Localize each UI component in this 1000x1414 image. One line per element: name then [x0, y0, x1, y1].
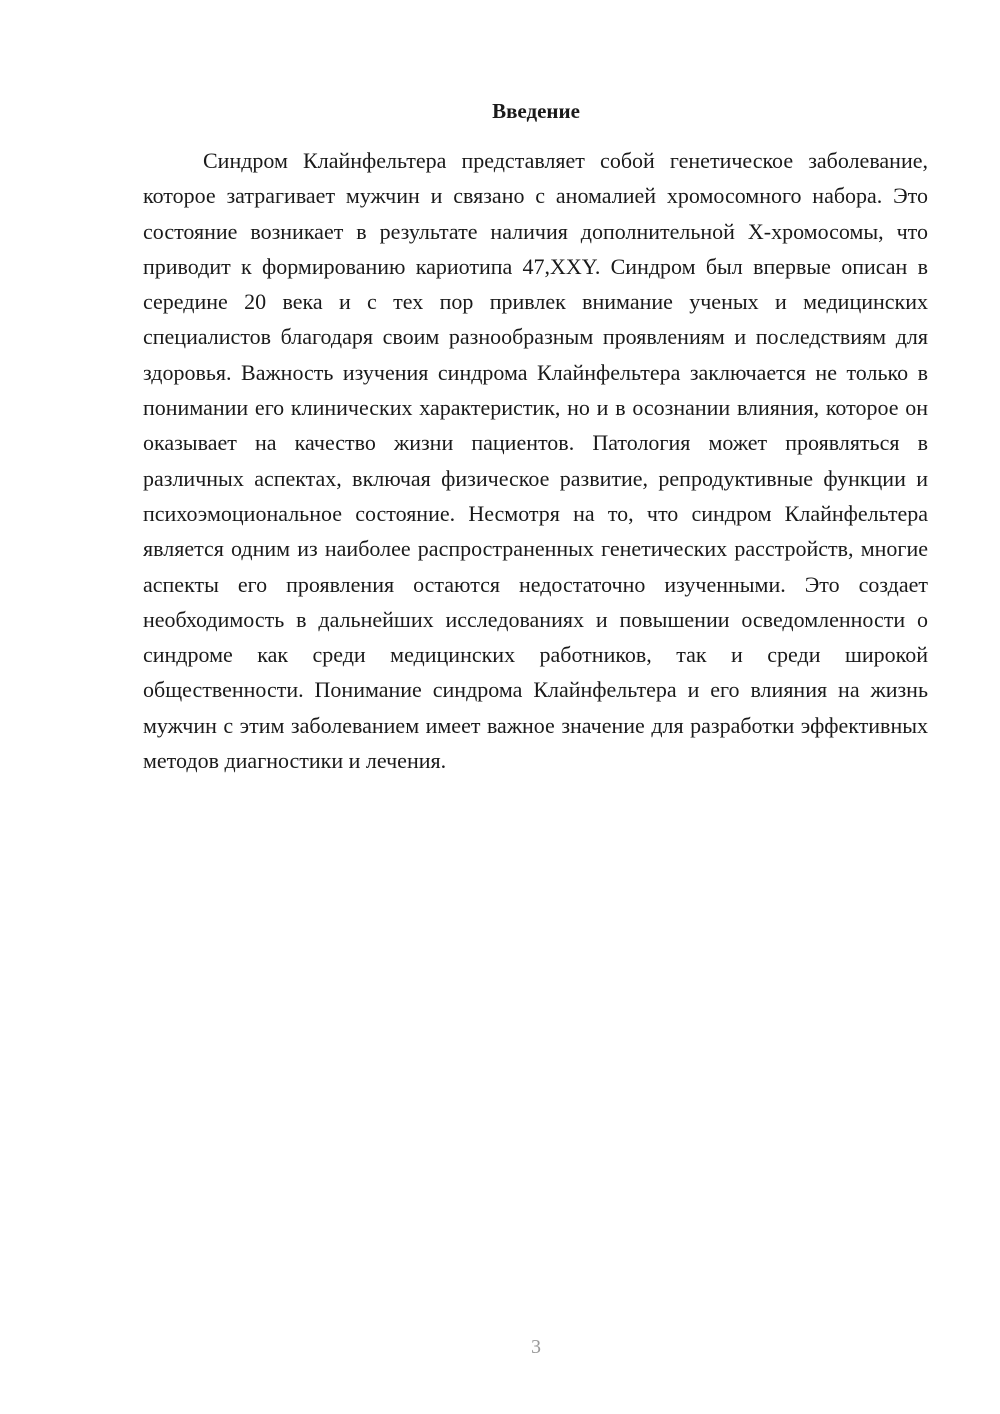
section-heading: Введение [492, 99, 580, 123]
introduction-paragraph: Синдром Клайнфельтера представляет собой генетическое заболевание, которое затрагивает мужчин и связано с аномалией хромосомного набора. Это состояние возникает в результате наличия дополнительной Х-хромосомы, что приводит к формированию кариотипа 47,XXY. Синдром был впервые описан в середине 20 века и с тех пор привлек внимание ученых и медицинских специалистов благодаря своим разнообразным проявлениям и последствиям для здоровья. Важность изучения синдрома Клайнфельтера заключается не только в понимании его клинических характеристик, но и в осознании влияния, которое он оказывает на качество жизни пациентов. Патология может проявляться в различных аспектах, включая физическое развитие, репродуктивные функции и психоэмоциональное состояние. Несмотря на то, что синдром Клайнфельтера является одним из наиболее распространенных генетических расстройств, многие аспекты его проявления остаются недостаточно изученными. Это создает необходимость в дальнейших исследованиях и повышении осведомленности о синдроме как среди медицинских работников, так и среди широкой общественности. Понимание синдрома Клайнфельтера и его влияния на жизнь мужчин с этим заболеванием имеет важное значение для разработки эффективных методов диагностики и лечения. [143, 148, 928, 774]
page-number: 3 [531, 1336, 541, 1358]
